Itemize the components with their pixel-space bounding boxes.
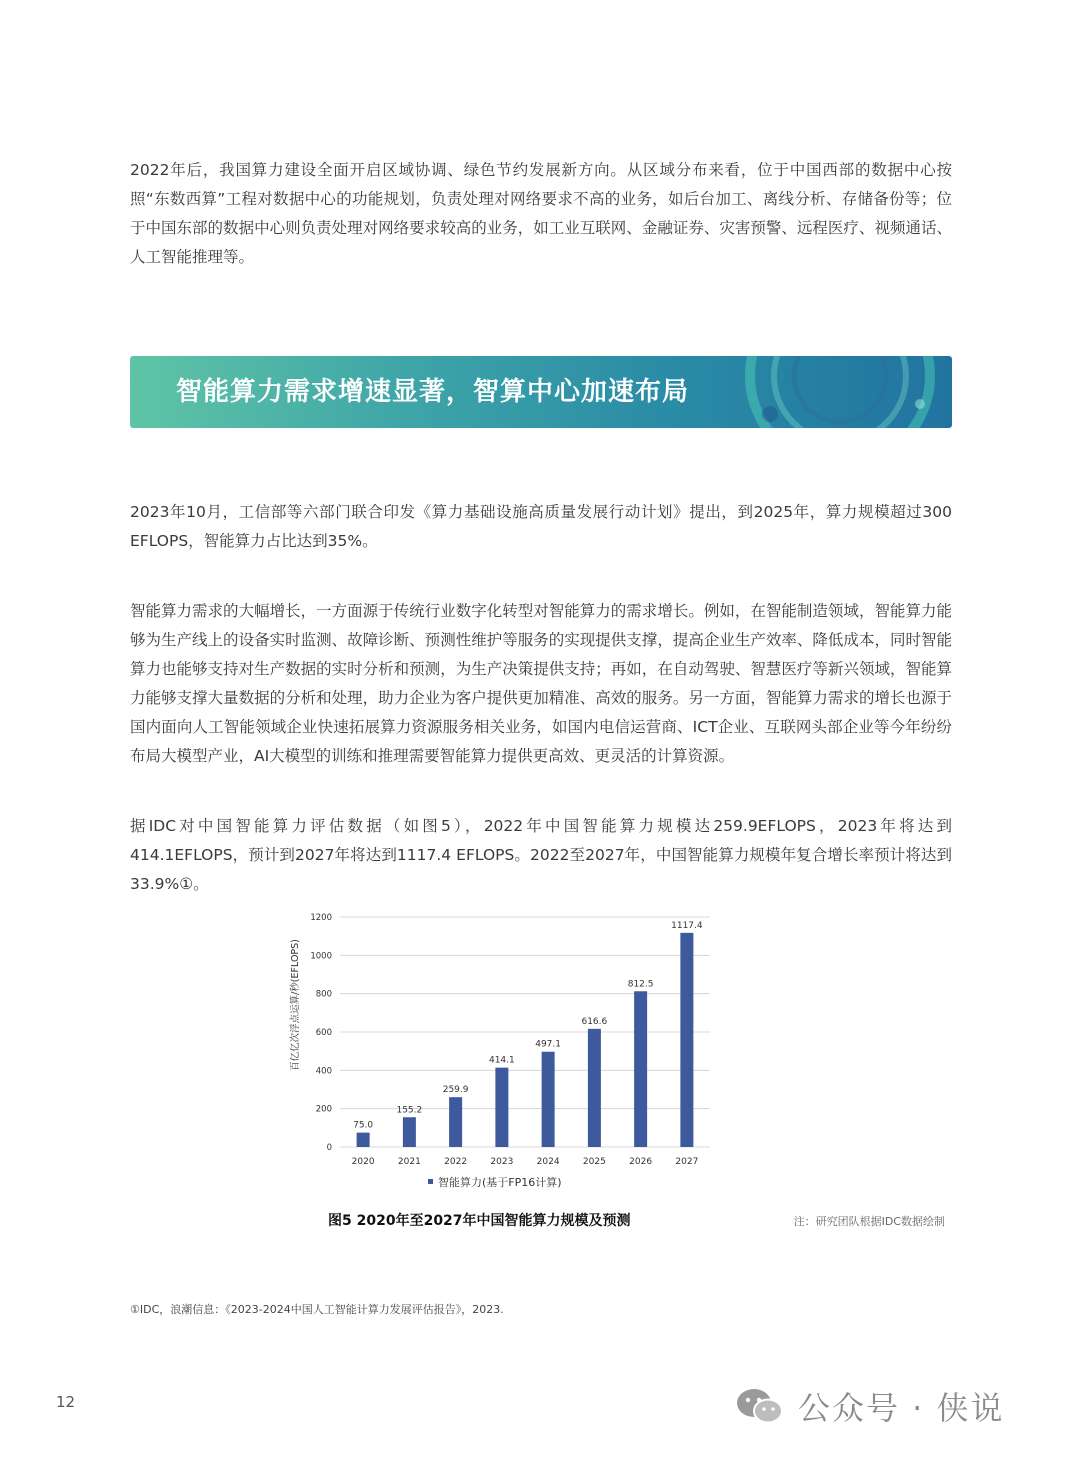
x-tick-label: 2022	[444, 1157, 468, 1167]
data-label: 497.1	[535, 1039, 562, 1050]
paragraph-demand-growth: 智能算力需求的大幅增长，一方面源于传统行业数字化转型对智能算力的需求增长。例如，在智能制造领域，智能算力能够为生产线上的设备实时监测、故障诊断、预测性维护等服务的实现提供支撑，提高企业生产效率、降低成本，同时智能算力也能够支持对生产数据的实时分析和预测，为生产决策提供支持；再如，在自动驾驶、智慧医疗等新兴领域，智能算力能够支撑大量数据的分析和处理，助力企业为客户提供更加精准、高效的服务。另一方面，智能算力需求的增长也源于国内面向人工智能领域企业快速拓展算力资源服务相关业务，如国内电信运营商、ICT企业、互联网头部企业等今年纷纷布局大模型产业，AI大模型的训练和推理需要智能算力提供更高效、更灵活的计算资源。	[130, 602, 952, 765]
legend-swatch	[428, 1179, 433, 1184]
y-tick-label: 200	[315, 1104, 332, 1115]
bar-2027	[680, 933, 693, 1147]
wechat-icon	[732, 1386, 788, 1426]
x-tick-label: 2021	[397, 1157, 421, 1167]
y-tick-label: 1200	[310, 913, 332, 923]
y-tick-label: 600	[315, 1028, 332, 1038]
data-label: 812.5	[627, 979, 654, 990]
bar-2021	[403, 1117, 416, 1147]
bar-2020	[357, 1133, 370, 1147]
y-axis-label: 百亿亿次浮点运算/秒(EFLOPS)	[290, 939, 301, 1071]
bar-2026	[634, 991, 647, 1147]
y-tick-label: 400	[315, 1066, 332, 1077]
y-tick-label: 800	[315, 989, 332, 1000]
y-tick-label: 0	[326, 1143, 332, 1153]
watermark	[732, 1386, 1005, 1426]
data-label: 259.9	[442, 1085, 469, 1096]
x-tick-label: 2025	[582, 1157, 606, 1167]
paragraph-action-plan: 2023年10月，工信部等六部门联合印发《算力基础设施高质量发展行动计划》提出，到2025年，算力规模超过300 EFLOPS，智能算力占比达到35%。	[130, 503, 952, 550]
legend-label: 智能算力(基于FP16计算)	[438, 1176, 562, 1189]
data-label: 414.1	[488, 1055, 515, 1066]
data-label: 75.0	[353, 1120, 374, 1131]
x-tick-label: 2023	[490, 1157, 514, 1167]
figure-note: 注：研究团队根据IDC数据绘制	[793, 1215, 945, 1228]
figure-caption: 图5 2020年至2027年中国智能算力规模及预测	[328, 1213, 631, 1229]
x-tick-label: 2024	[536, 1157, 560, 1167]
bar-2024	[542, 1052, 555, 1147]
banner-title: 智能算力需求增速显著，智算中心加速布局	[176, 377, 690, 407]
data-label: 616.6	[581, 1016, 608, 1027]
paragraph-region-layout: 2022年后，我国算力建设全面开启区域协调、绿色节约发展新方向。从区域分布来看，位于中国西部的数据中心按照“东数西算”工程对数据中心的功能规划，负责处理对网络要求不高的业务，如后台加工、离线分析、存储备份等；位于中国东部的数据中心则负责处理对网络要求较高的业务，如工业互联网、金融证券、灾害预警、远程医疗、视频通话、人工智能推理等。	[130, 161, 952, 266]
page-number: 12	[56, 1393, 76, 1411]
x-tick-label: 2026	[629, 1157, 653, 1167]
bar-2025	[588, 1029, 601, 1147]
data-label: 1117.4	[671, 920, 703, 931]
x-tick-label: 2027	[675, 1157, 699, 1167]
watermark-text: 公众号 · 侠说	[798, 1389, 1005, 1427]
y-tick-label: 1000	[310, 951, 332, 962]
bar-2023	[495, 1068, 508, 1147]
paragraph-idc-data: 据IDC对中国智能算力评估数据（如图5），2022年中国智能算力规模达259.9EFLOPS，2023年将达到414.1EFLOPS，预计到2027年将达到1117.4 EFLOPS。2022至2027年，中国智能算力规模年复合增长率预计将达到33.9%①。	[130, 817, 952, 893]
data-label: 155.2	[396, 1105, 423, 1116]
footnote: ①IDC，浪潮信息：《2023-2024中国人工智能计算力发展评估报告》，2023.	[130, 1303, 504, 1316]
section-banner	[130, 356, 952, 428]
bar-2022	[449, 1097, 462, 1147]
x-tick-label: 2020	[351, 1157, 375, 1167]
bar-chart	[280, 905, 730, 1205]
